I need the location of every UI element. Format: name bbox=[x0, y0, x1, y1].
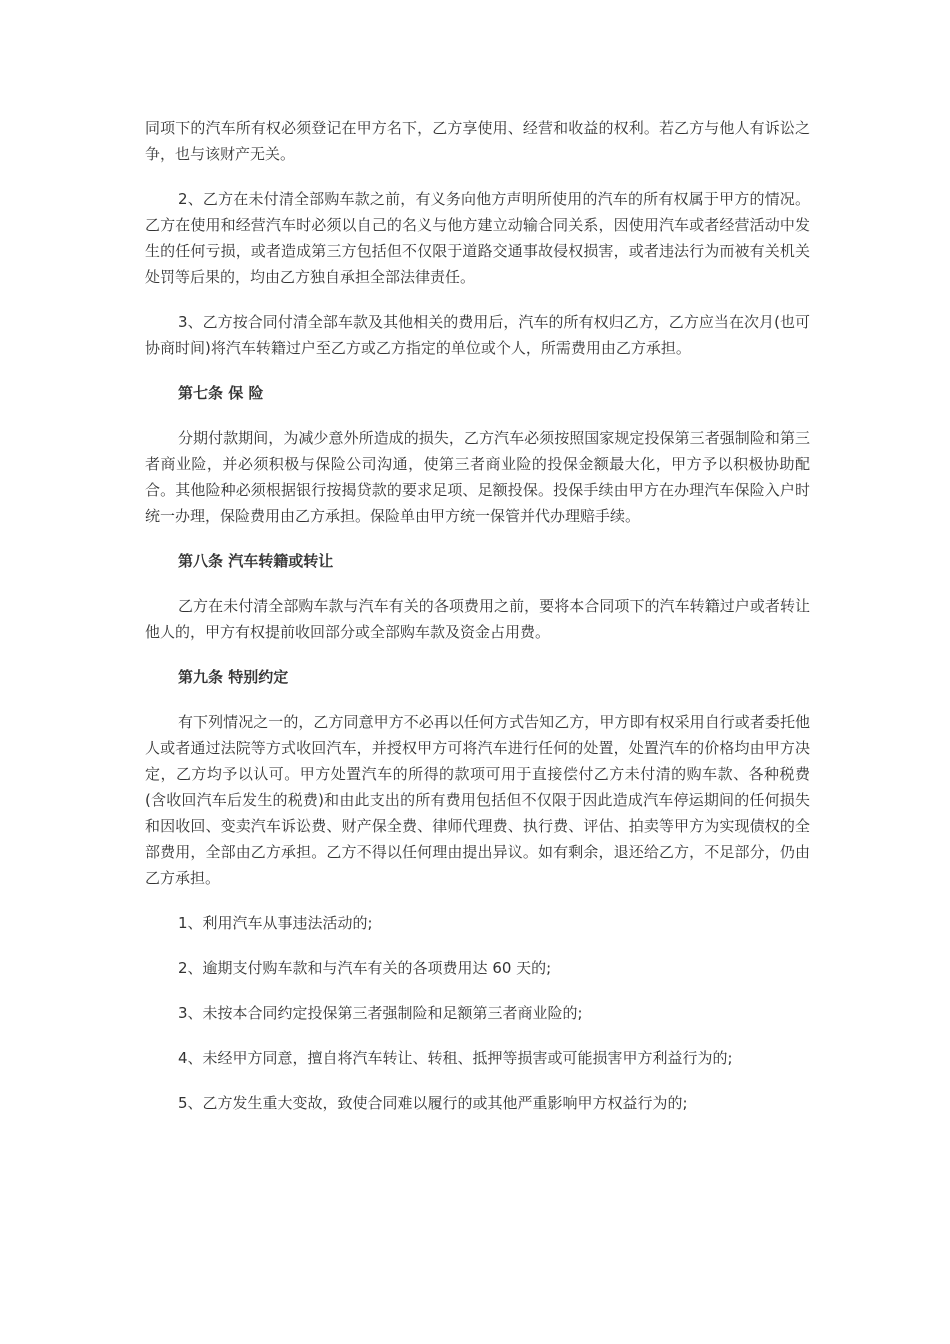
article-7-heading: 第七条 保 险 bbox=[178, 384, 264, 402]
document-body bbox=[145, 115, 810, 1135]
article-9-list-item-3: 3、未按本合同约定投保第三者强制险和足额第三者商业险的; bbox=[178, 1004, 583, 1022]
article-9-special-terms-text: 有下列情况之一的，乙方同意甲方不必再以任何方式告知乙方，甲方即有权采用自行或者委托他人或者通过法院等方式收回汽车，并授权甲方可将汽车进行任何的处置，处置汽车的价格均由甲方决定，乙方均予以认可。甲方处置汽车的所得的款项可用于直接偿付乙方未付清的购车款、各种税费(含收回汽车后发生的税费)和由此支出的所有费用包括但不仅限于因此造成汽车停运期间的任何损失和因收回、变卖汽车诉讼费、财产保全费、律师代理费、执行费、评估、拍卖等甲方为实现债权的全部费用，全部由乙方承担。乙方不得以任何理由提出异议。如有剩余，退还给乙方，不足部分，仍由乙方承担。 bbox=[145, 713, 810, 887]
article-9-list-item-4: 4、未经甲方同意，擅自将汽车转让、转租、抵押等损害或可能损害甲方利益行为的; bbox=[178, 1049, 733, 1067]
article-9-list-item-5: 5、乙方发生重大变故，致使合同难以履行的或其他严重影响甲方权益行为的; bbox=[178, 1094, 688, 1112]
article-9-heading: 第九条 特别约定 bbox=[178, 668, 289, 686]
clause-item-3-ownership-transfer: 3、乙方按合同付清全部车款及其他相关的费用后，汽车的所有权归乙方，乙方应当在次月(也可协商时间)将汽车转籍过户至乙方或乙方指定的单位或个人，所需费用由乙方承担。 bbox=[145, 313, 810, 357]
article-8-heading: 第八条 汽车转籍或转让 bbox=[178, 552, 334, 570]
article-9-list-item-2: 2、逾期支付购车款和与汽车有关的各项费用达 60 天的; bbox=[178, 959, 552, 977]
article-8-transfer-text: 乙方在未付清全部购车款与汽车有关的各项费用之前，要将本合同项下的汽车转籍过户或者转让他人的，甲方有权提前收回部分或全部购车款及资金占用费。 bbox=[145, 597, 810, 641]
paragraph-ownership-registration: 同项下的汽车所有权必须登记在甲方名下，乙方享使用、经营和收益的权利。若乙方与他人有诉讼之争，也与该财产无关。 bbox=[145, 119, 810, 163]
article-7-insurance-text: 分期付款期间，为减少意外所造成的损失，乙方汽车必须按照国家规定投保第三者强制险和第三者商业险，并必须积极与保险公司沟通，使第三者商业险的投保金额最大化，甲方予以积极协助配合。其他险种必须根据银行按揭贷款的要求足项、足额投保。投保手续由甲方在办理汽车保险入户时统一办理，保险费用由乙方承担。保险单由甲方统一保管并代办理赔手续。 bbox=[145, 429, 810, 525]
article-9-list-item-1: 1、利用汽车从事违法活动的; bbox=[178, 914, 373, 932]
clause-item-2-ownership-declaration: 2、乙方在未付清全部购车款之前，有义务向他方声明所使用的汽车的所有权属于甲方的情况。乙方在使用和经营汽车时必须以自己的名义与他方建立动输合同关系，因使用汽车或者经营活动中发生的任何亏损，或者造成第三方包括但不仅限于道路交通事故侵权损害，或者违法行为而被有关机关处罚等后果的，均由乙方独自承担全部法律责任。 bbox=[145, 190, 810, 286]
